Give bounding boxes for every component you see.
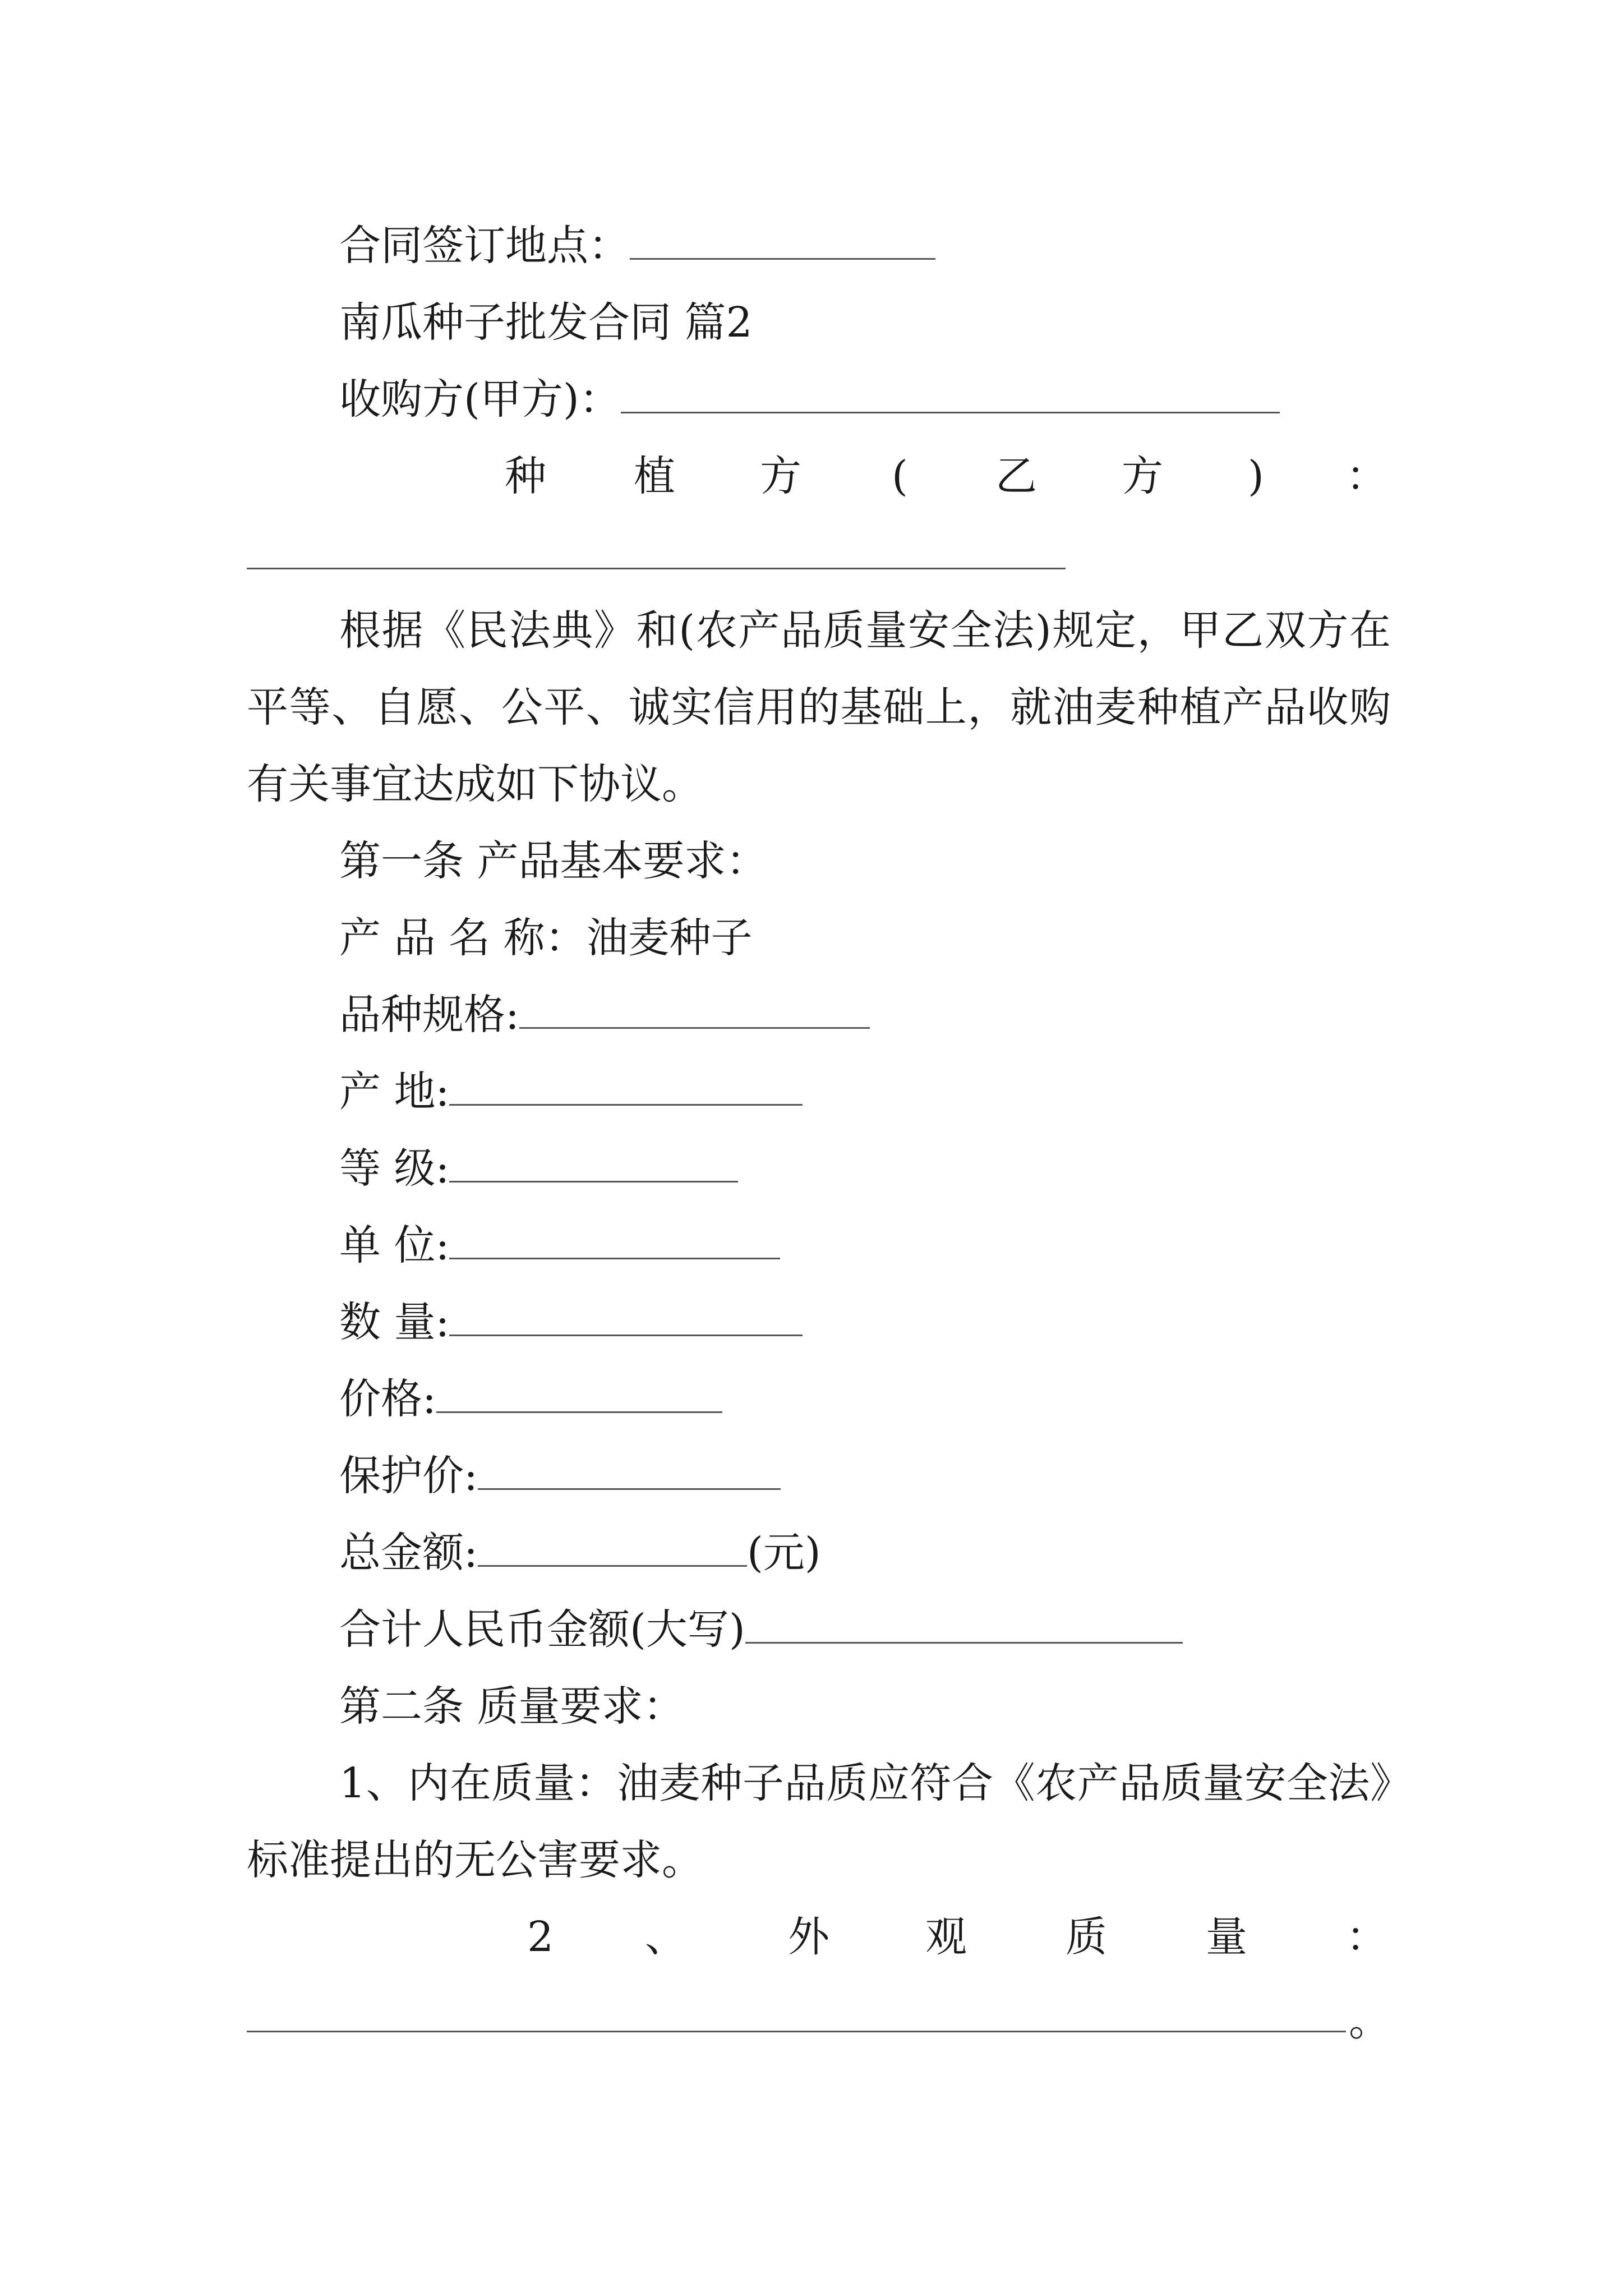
buyer-label: 收购方(甲方)： <box>339 375 621 424</box>
total-amount-label: 总金额: <box>339 1529 478 1577</box>
appearance-quality-blank[interactable] <box>247 2031 1346 2032</box>
appearance-char: 质 <box>1066 1913 1107 1961</box>
sign-place-blank[interactable] <box>630 223 935 260</box>
grade-label: 等 级: <box>339 1144 450 1193</box>
appearance-char: 2 <box>527 1913 554 1961</box>
appearance-char: 外 <box>788 1913 829 1961</box>
buyer-blank[interactable] <box>621 377 1280 413</box>
planter-char: 方 <box>1122 452 1163 500</box>
article2-title: 第二条 质量要求： <box>339 1682 685 1731</box>
planter-char: 植 <box>634 452 675 500</box>
sign-place-label: 合同签订地点： <box>339 222 630 270</box>
variety-spec-blank[interactable] <box>519 992 870 1029</box>
price-blank[interactable] <box>436 1377 722 1413</box>
variety-spec-label: 品种规格: <box>339 991 519 1039</box>
rmb-total-blank[interactable] <box>745 1607 1183 1644</box>
origin-label: 产 地: <box>339 1068 450 1116</box>
price-label: 价格: <box>339 1375 436 1423</box>
protect-price-blank[interactable] <box>478 1453 781 1490</box>
origin-blank[interactable] <box>449 1069 803 1106</box>
rmb-total-line <box>339 1591 1183 1668</box>
origin-line <box>339 1053 803 1130</box>
appearance-char: 量 <box>1206 1913 1247 1961</box>
quantity-line <box>339 1284 803 1361</box>
article1-title: 第一条 产品基本要求： <box>339 837 768 885</box>
variety-spec-line <box>339 977 870 1053</box>
section-title: 南瓜种子批发合同 篇2 <box>339 298 753 347</box>
planter-blank[interactable] <box>247 568 1066 569</box>
planter-char: 乙 <box>995 452 1037 500</box>
appearance-quality-label <box>0 1899 1623 1976</box>
total-amount-unit: (元) <box>746 1529 821 1577</box>
total-amount-line <box>339 1515 821 1591</box>
protect-price-line <box>339 1438 781 1515</box>
grade-line <box>339 1130 738 1207</box>
appearance-char: 、 <box>645 1913 686 1961</box>
rmb-total-label: 合计人民币金额(大写) <box>339 1605 745 1654</box>
grade-blank[interactable] <box>449 1146 738 1182</box>
appearance-end-mark: 。 <box>1349 1997 1390 2045</box>
planter-label <box>0 438 1623 515</box>
unit-blank[interactable] <box>449 1223 780 1259</box>
planter-char: 方 <box>760 452 801 500</box>
unit-line <box>339 1207 780 1284</box>
buyer-line <box>339 361 1280 438</box>
planter-char: ： <box>1346 452 1387 500</box>
planter-char: ) <box>1248 452 1264 500</box>
appearance-char: ： <box>1346 1913 1387 1961</box>
intro-paragraph: 根据《民法典》和(农产品质量安全法)规定，甲乙双方在平等、自愿、公平、诚实信用的基础上，就油麦种植产品收购有关事宜达成如下协议。 <box>247 606 1391 808</box>
product-name-line: 产 品 名 称：油麦种子 <box>339 914 753 962</box>
price-line <box>339 1361 722 1438</box>
protect-price-label: 保护价: <box>339 1452 478 1500</box>
planter-char: 种 <box>505 452 546 500</box>
quantity-label: 数 量: <box>339 1298 450 1346</box>
total-amount-blank[interactable] <box>478 1530 747 1567</box>
quality-item1: 1、内在质量：油麦种子品质应符合《农产品质量安全法》标准提出的无公害要求。 <box>247 1759 1391 1884</box>
planter-char: ( <box>892 452 908 500</box>
sign-place-line <box>339 208 935 284</box>
unit-label: 单 位: <box>339 1221 450 1269</box>
quantity-blank[interactable] <box>449 1300 803 1336</box>
appearance-char: 观 <box>925 1913 967 1961</box>
